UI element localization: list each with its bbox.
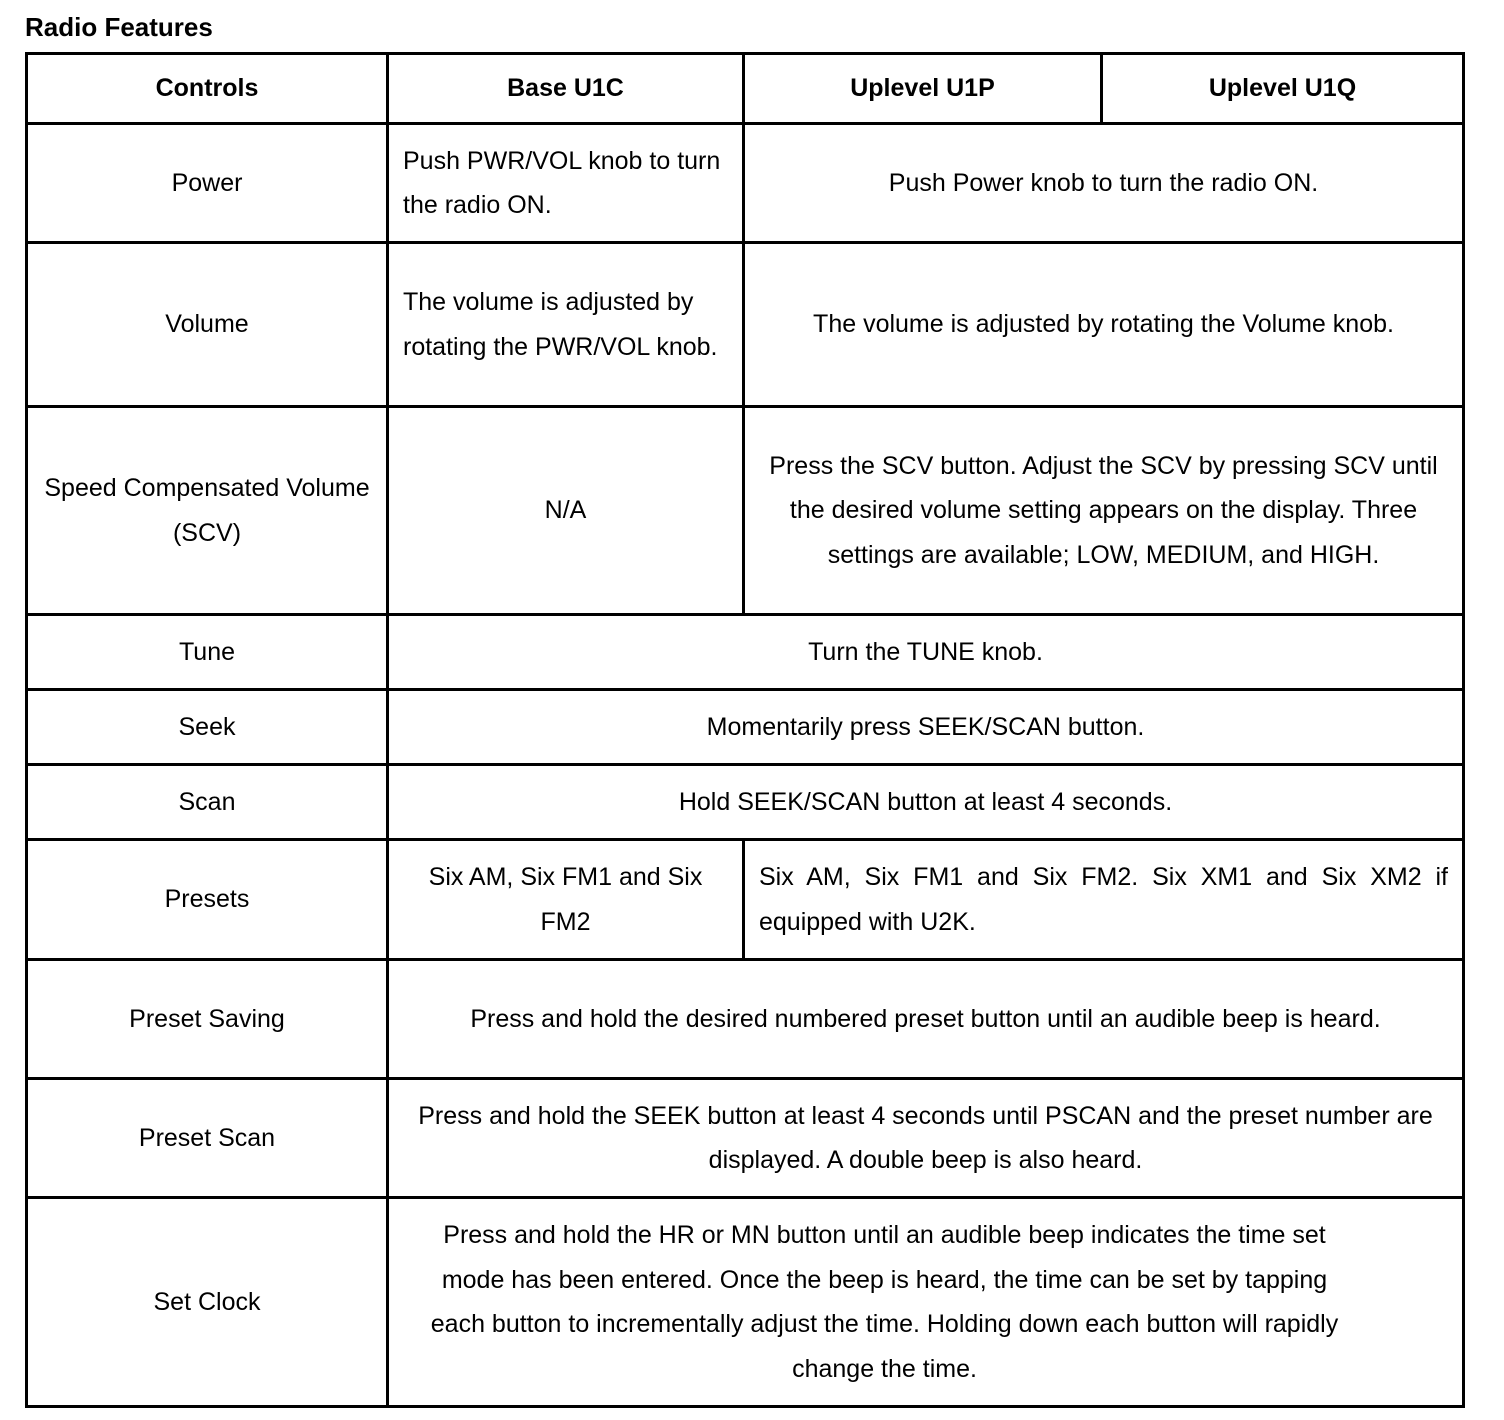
table-row-power	[27, 124, 1464, 243]
table-row-preset-saving	[27, 960, 1464, 1079]
base-cell: Push PWR/VOL knob to turn the radio ON.	[388, 124, 744, 243]
control-label: Tune	[27, 615, 388, 690]
header-uplevel-u1q: Uplevel U1Q	[1102, 54, 1464, 124]
base-cell: N/A	[388, 407, 744, 615]
table-row-preset-scan	[27, 1079, 1464, 1198]
uplevel-cell: Push Power knob to turn the radio ON.	[744, 124, 1464, 243]
control-label: Preset Scan	[27, 1079, 388, 1198]
table-row-set-clock	[27, 1198, 1464, 1407]
page-title: Radio Features	[25, 12, 213, 42]
control-label: Scan	[27, 765, 388, 840]
header-base-u1c: Base U1C	[388, 54, 744, 124]
uplevel-cell: Press the SCV button. Adjust the SCV by pressing SCV until the desired volume setting appears on the display. Three settings are available; LOW, MEDIUM, and HIGH.	[744, 407, 1464, 615]
table-row-volume	[27, 243, 1464, 407]
table-row-scv	[27, 407, 1464, 615]
uplevel-cell: The volume is adjusted by rotating the Volume knob.	[744, 243, 1464, 407]
header-controls: Controls	[27, 54, 388, 124]
control-label: Power	[27, 124, 388, 243]
table-row-scan	[27, 765, 1464, 840]
all-models-cell: Press and hold the HR or MN button until an audible beep indicates the time set mode has been entered. Once the beep is heard, the time can be set by tapping each button to incrementally adjust the time. Holding down each button will rapidly change the time.	[388, 1198, 1464, 1407]
radio-features-table	[25, 52, 1465, 1408]
control-label: Seek	[27, 690, 388, 765]
control-label: Set Clock	[27, 1198, 388, 1407]
header-row	[27, 54, 1464, 124]
control-label: Preset Saving	[27, 960, 388, 1079]
base-cell: Six AM, Six FM1 and Six FM2	[388, 840, 744, 960]
table-row-seek	[27, 690, 1464, 765]
base-cell: The volume is adjusted by rotating the PWR/VOL knob.	[388, 243, 744, 407]
table-row-tune	[27, 615, 1464, 690]
uplevel-cell: Six AM, Six FM1 and Six FM2. Six XM1 and Six XM2 if equipped with U2K.	[744, 840, 1464, 960]
all-models-cell: Press and hold the SEEK button at least 4 seconds until PSCAN and the preset number are displayed. A double beep is also heard.	[388, 1079, 1464, 1198]
control-label: Presets	[27, 840, 388, 960]
all-models-cell: Momentarily press SEEK/SCAN button.	[388, 690, 1464, 765]
control-label: Volume	[27, 243, 388, 407]
control-label: Speed Compensated Volume (SCV)	[27, 407, 388, 615]
all-models-cell: Hold SEEK/SCAN button at least 4 seconds.	[388, 765, 1464, 840]
all-models-cell: Press and hold the desired numbered preset button until an audible beep is heard.	[388, 960, 1464, 1079]
all-models-cell: Turn the TUNE knob.	[388, 615, 1464, 690]
header-uplevel-u1p: Uplevel U1P	[744, 54, 1102, 124]
table-row-presets	[27, 840, 1464, 960]
